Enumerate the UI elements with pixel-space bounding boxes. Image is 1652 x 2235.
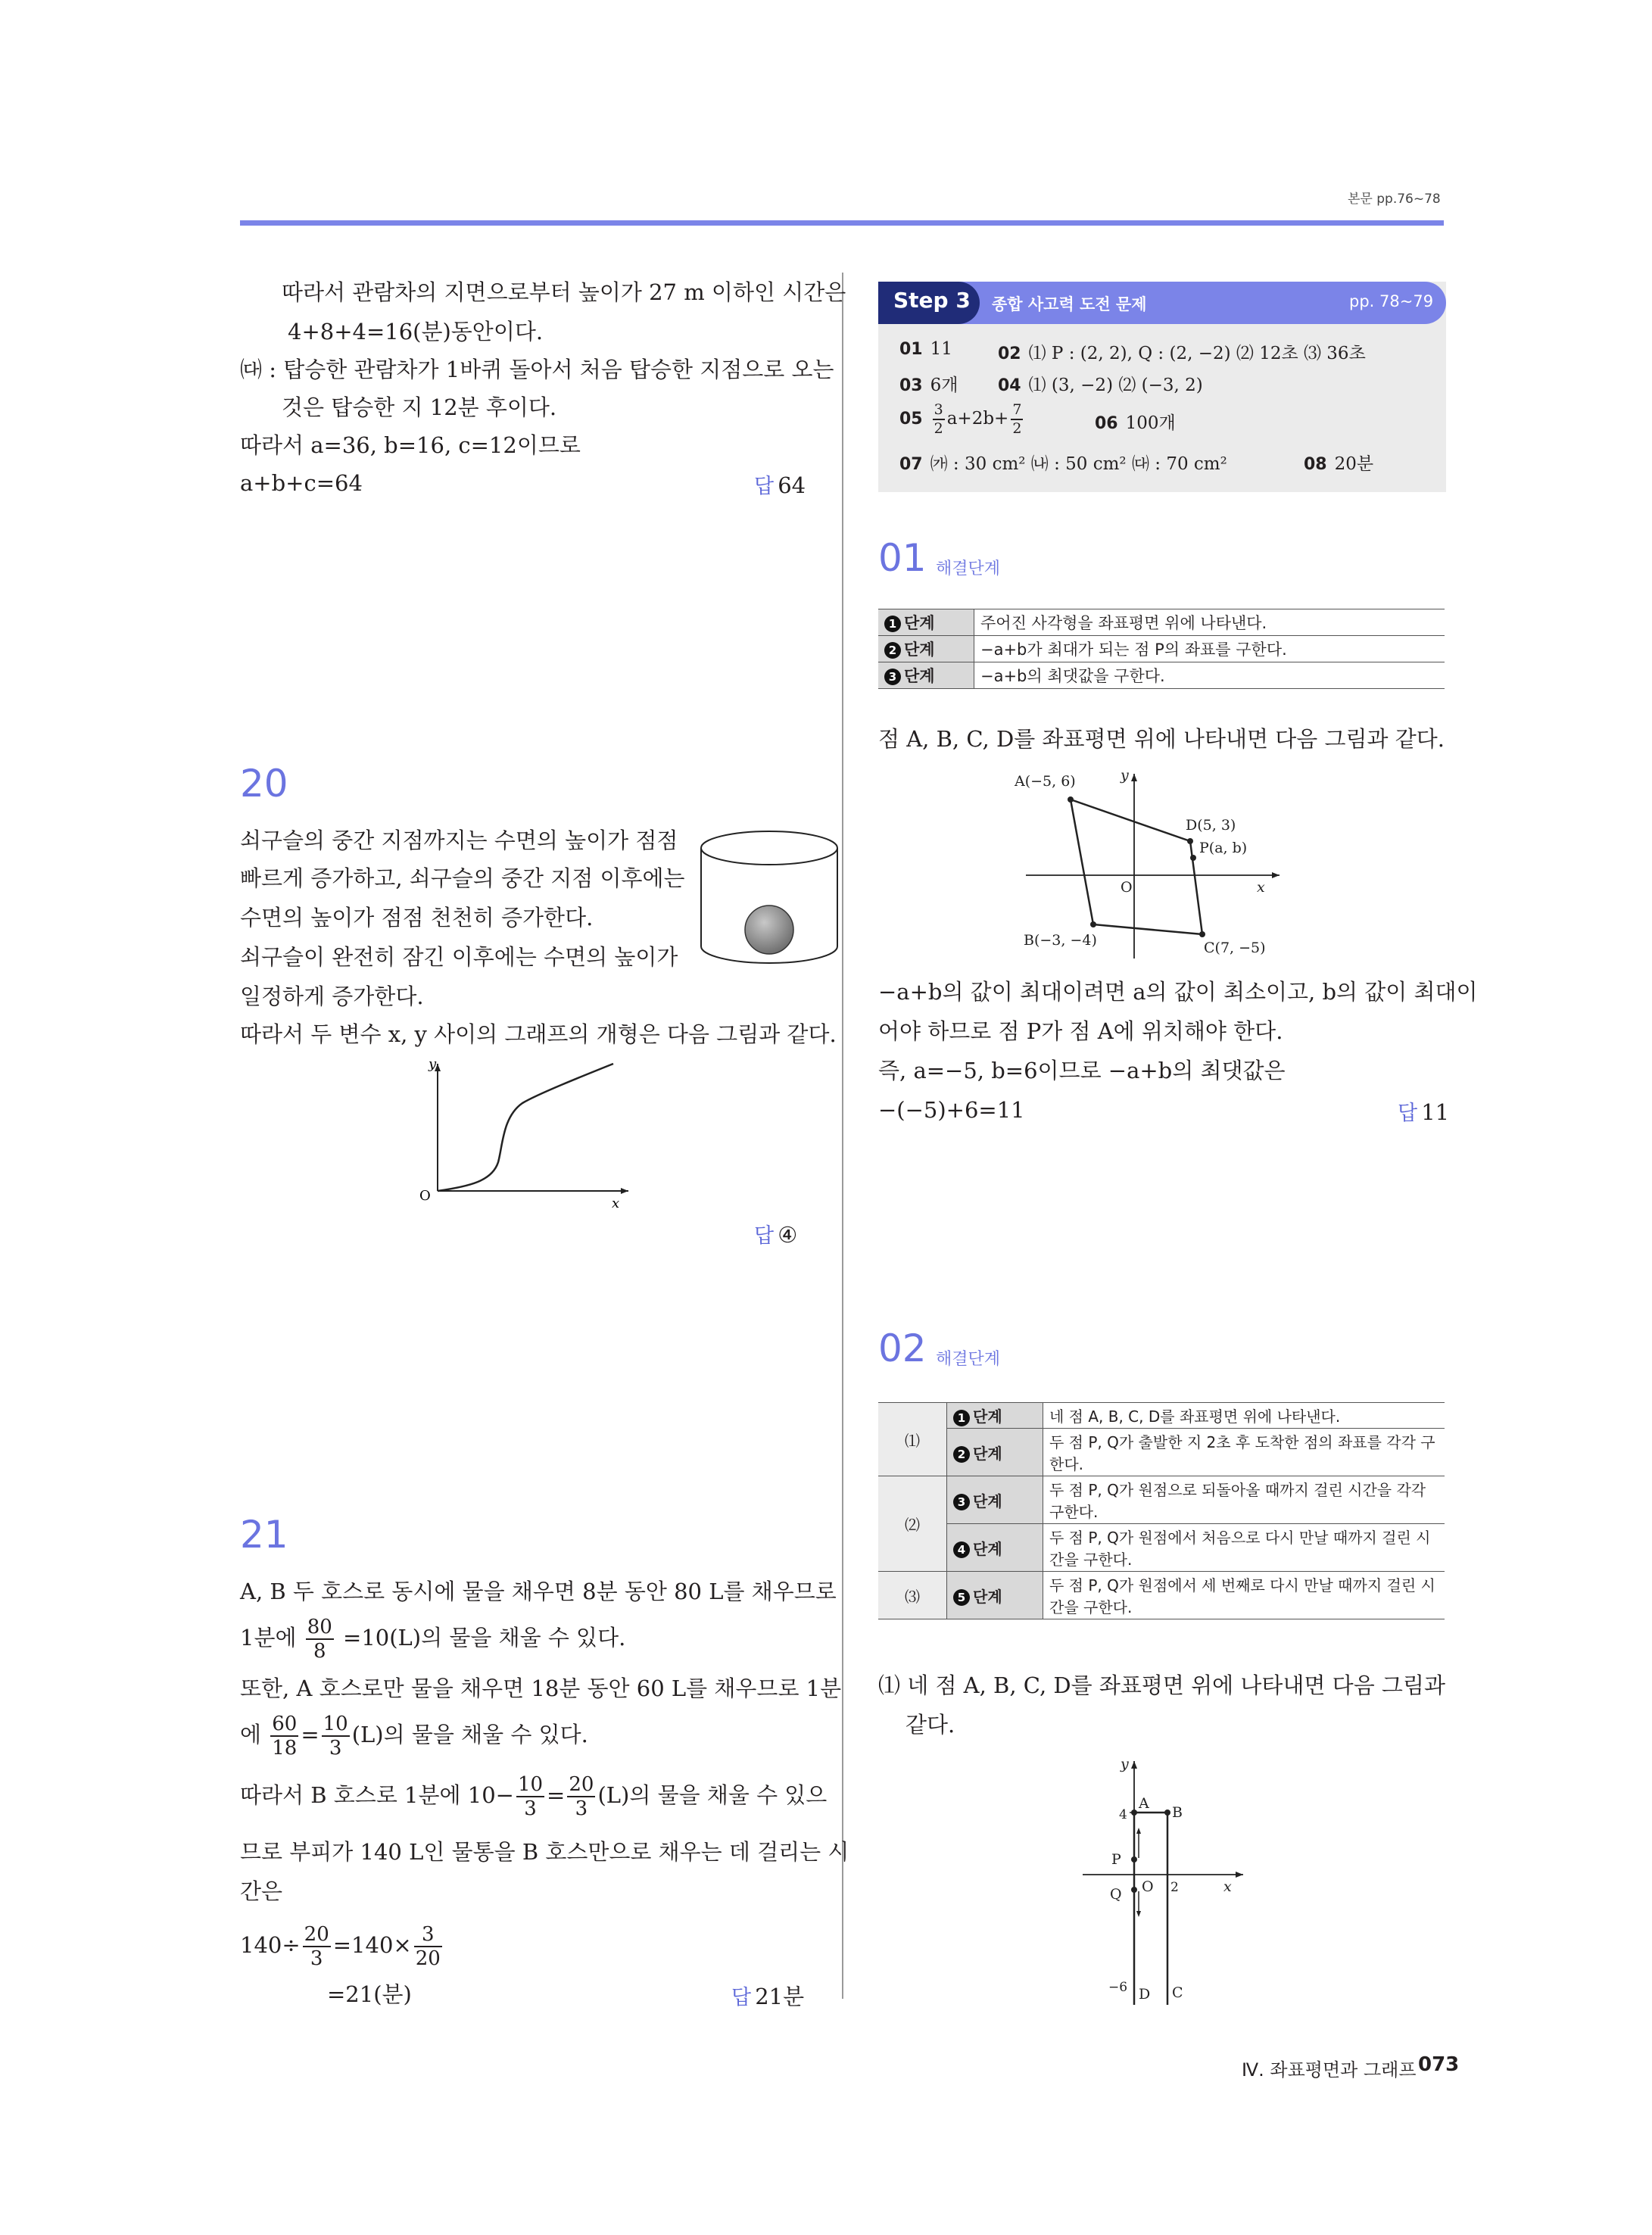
answer [731, 1981, 804, 2012]
text-line: 쇠구슬이 완전히 잠긴 이후에는 수면의 높이가 [240, 944, 678, 970]
point-p [1131, 1856, 1137, 1862]
step-description: 네 점 A, B, C, D를 좌표평면 위에 나타낸다. [1043, 1403, 1445, 1429]
step-label [947, 1476, 1043, 1524]
step-mark: 2 [953, 1446, 970, 1463]
text-line: 것은 탑승한 지 12분 후이다. [282, 394, 557, 420]
x-axis-label: x [612, 1195, 620, 1208]
step-mark: 5 [953, 1589, 970, 1606]
page-reference: 본문 pp.76~78 [1348, 192, 1441, 207]
q-arrow-head [1136, 1911, 1141, 1917]
step-label [878, 609, 974, 636]
answer-label: 답 [1398, 1102, 1418, 1125]
answer [754, 1219, 797, 1250]
origin-label: O [419, 1188, 431, 1204]
point-a [1131, 1810, 1137, 1816]
answer [754, 469, 806, 500]
step-description: 두 점 P, Q가 원점에서 세 번째로 다시 만날 때까지 걸린 시간을 구한다. [1043, 1572, 1445, 1619]
step-mark: 1 [953, 1410, 970, 1426]
numerator: 20 [304, 1923, 329, 1946]
text-line: 점 A, B, C, D를 좌표평면 위에 나타내면 다음 그림과 같다. [878, 726, 1445, 752]
numerator: 10 [323, 1713, 348, 1735]
point-d [1187, 838, 1193, 844]
text-fragment: = [547, 1782, 566, 1808]
numerator: 10 [517, 1773, 544, 1796]
answer-value: 21분 [755, 1984, 805, 2009]
table-row [878, 636, 1445, 662]
denominator: 3 [329, 1737, 342, 1760]
text-fragment: 140÷ [240, 1932, 301, 1958]
text-line: −(−5)+6=11 [878, 1097, 1025, 1123]
label-b: B(−3, −4) [1024, 932, 1097, 949]
numerator: 7 [1011, 401, 1023, 420]
top-rule [240, 220, 1444, 226]
text-fragment: = [301, 1722, 319, 1747]
text-line: 또한, A 호스로만 물을 채우면 18분 동안 60 L를 채우므로 1분 [240, 1675, 842, 1701]
fraction [1011, 401, 1023, 438]
numerator: 20 [569, 1773, 594, 1796]
item-number: 01 [899, 340, 923, 359]
page-number: 073 [1418, 2053, 1460, 2076]
fraction [567, 1773, 595, 1820]
point-b [1164, 1810, 1170, 1816]
table-row [878, 1524, 1445, 1572]
solution-steps-table [878, 1402, 1445, 1619]
text-line: 따라서 a=36, b=16, c=12이므로 [240, 432, 581, 458]
step-description: 주어진 사각형을 좌표평면 위에 나타낸다. [974, 609, 1445, 636]
label-c: C(7, −5) [1204, 940, 1266, 956]
answer-label: 답 [731, 1986, 752, 2009]
answer-item [899, 401, 1025, 438]
text-line-with-fraction [240, 1616, 625, 1663]
fraction [516, 1773, 544, 1820]
text-line: 따라서 관람차의 지면으로부터 높이가 27 m 이하인 시간은 [282, 279, 846, 305]
table-row [878, 1403, 1445, 1429]
step-label-text: 단계 [904, 641, 935, 659]
item-answer: 11 [930, 339, 952, 359]
point-b [1090, 921, 1096, 927]
step-label [878, 636, 974, 662]
step-description: −a+b의 최댓값을 구한다. [974, 662, 1445, 689]
text-line: A, B 두 호스로 동시에 물을 채우면 8분 동안 80 L를 채우므로 [240, 1579, 837, 1604]
answer [1398, 1096, 1449, 1127]
fraction [270, 1713, 298, 1760]
item-answer: 20분 [1334, 454, 1374, 474]
answer-item [1304, 450, 1373, 475]
text-line: 같다. [905, 1712, 955, 1738]
step-mark: 3 [953, 1494, 970, 1510]
label-b: B [1172, 1804, 1183, 1821]
question-number: 02 [878, 1326, 927, 1370]
fraction [306, 1616, 334, 1663]
item-answer: ⑴ (3, −2) ⑵ (−3, 2) [1028, 376, 1203, 395]
text-line: 수면의 높이가 점점 천천히 증가한다. [240, 905, 594, 930]
denominator: 20 [415, 1947, 441, 1970]
quadrilateral-abcd [1071, 800, 1202, 934]
item-number: 07 [899, 455, 923, 474]
step-label-text: 단계 [973, 1587, 1002, 1606]
cylinder-with-ball-illustration [697, 818, 848, 977]
label-c: C [1172, 1984, 1183, 2001]
step-description: 두 점 P, Q가 원점에서 처음으로 다시 만날 때까지 걸린 시간을 구한다. [1043, 1524, 1445, 1572]
text-line: =21(분) [327, 1981, 412, 2007]
p-arrow-head [1136, 1828, 1141, 1834]
table-row [878, 662, 1445, 689]
step-label [947, 1403, 1043, 1429]
y-axis-arrow [1131, 774, 1137, 781]
step-mark: 4 [953, 1541, 970, 1558]
y-axis-label: y [1121, 1756, 1129, 1772]
solution-steps-title: 해결단계 [936, 1350, 1001, 1369]
y-axis-label: y [429, 1056, 437, 1072]
item-number: 06 [1095, 414, 1118, 433]
item-answer: 6개 [930, 376, 958, 395]
y-axis-label: y [1121, 767, 1129, 784]
text-line: ⑴ 네 점 A, B, C, D를 좌표평면 위에 나타내면 다음 그림과 [878, 1672, 1445, 1698]
step-label-text: 단계 [973, 1492, 1002, 1510]
step-mark: 1 [884, 616, 901, 632]
step-label [947, 1572, 1043, 1619]
step-label-text: 단계 [904, 667, 935, 685]
table-row [878, 1476, 1445, 1524]
question-number: 20 [240, 762, 288, 806]
denominator: 18 [272, 1737, 298, 1760]
step-label-text: 단계 [973, 1539, 1002, 1558]
label-d: D [1139, 1986, 1151, 2003]
text-line: 따라서 두 변수 x, y 사이의 그래프의 개형은 다음 그림과 같다. [240, 1021, 837, 1047]
denominator: 3 [524, 1797, 537, 1820]
water-level-graph [409, 1056, 636, 1208]
part-label: ⑴ [878, 1403, 947, 1476]
step-label-text: 단계 [973, 1407, 1002, 1426]
answer-item [899, 339, 952, 359]
text-line: a+b+c=64 [240, 470, 363, 496]
label-p: P(a, b) [1199, 840, 1248, 856]
step-mark: 2 [884, 642, 901, 659]
answer-item [899, 371, 958, 396]
item-number: 03 [899, 376, 923, 395]
text-fragment: =140× [332, 1932, 412, 1958]
x-axis-arrow [1236, 1872, 1243, 1878]
part-label: ⑶ [878, 1572, 947, 1619]
text-line-with-fraction [240, 1773, 827, 1820]
y-axis-arrow [1131, 1761, 1137, 1769]
x-axis-label: x [1257, 879, 1265, 896]
answer-item [1095, 409, 1176, 434]
item-number: 02 [998, 344, 1021, 363]
numerator: 3 [414, 1923, 442, 1947]
text-line: 쇠구슬의 중간 지점까지는 수면의 높이가 점점 [240, 828, 678, 853]
table-row [878, 1429, 1445, 1476]
item-answer: a+2b+ [946, 409, 1009, 429]
answer-value: 64 [778, 472, 806, 498]
step3-badge-label: Step 3 [893, 288, 971, 313]
text-line-with-fraction [240, 1923, 444, 1970]
fraction [303, 1923, 331, 1970]
text-line: 일정하게 증가한다. [240, 983, 424, 1009]
text-line: −a+b의 값이 최대이려면 a의 값이 최소이고, b의 값이 최대이 [878, 979, 1478, 1005]
text-fragment: (L)의 물을 채울 수 있다. [351, 1722, 588, 1747]
item-answer: ㈎ : 30 cm² ㈏ : 50 cm² ㈐ : 70 cm² [930, 454, 1227, 474]
label-q: Q [1110, 1886, 1122, 1903]
text-line: ㈐ : 탑승한 관람차가 1바퀴 돌아서 처음 탑승한 지점으로 오는 [240, 357, 834, 382]
point-q [1131, 1887, 1137, 1893]
tick-label-4: 4 [1119, 1807, 1127, 1822]
answer-label: 답 [754, 1224, 775, 1248]
label-p: P [1111, 1851, 1121, 1868]
answer-label: 답 [754, 475, 775, 498]
step3-title: 종합 사고력 도전 문제 [992, 295, 1147, 313]
step-label-text: 단계 [973, 1444, 1002, 1463]
fraction [414, 1923, 442, 1970]
text-fragment: (L)의 물을 채울 수 있으 [597, 1782, 828, 1808]
denominator: 2 [1012, 420, 1022, 437]
text-line: 므로 부피가 140 L인 물통을 B 호스만으로 채우는 데 걸리는 시 [240, 1839, 849, 1865]
numerator: 3 [933, 401, 945, 420]
question-number: 21 [240, 1513, 288, 1557]
water-level-curve [438, 1064, 613, 1191]
solution-steps-table [878, 609, 1445, 689]
step-description: −a+b가 최대가 되는 점 P의 좌표를 구한다. [974, 636, 1445, 662]
answer-value: ④ [778, 1222, 798, 1248]
origin-label: O [1142, 1878, 1154, 1895]
x-axis-label: x [1223, 1878, 1232, 1895]
text-fragment: 1분에 [240, 1625, 297, 1651]
answer-value: 11 [1421, 1099, 1450, 1125]
item-number: 05 [899, 410, 923, 429]
label-a: A(−5, 6) [1015, 773, 1076, 790]
text-line: 간은 [240, 1878, 283, 1904]
item-answer: 100개 [1125, 413, 1176, 433]
step-description: 두 점 P, Q가 출발한 지 2초 후 도착한 점의 좌표를 각각 구한다. [1043, 1429, 1445, 1476]
tick-label-2: 2 [1170, 1880, 1179, 1895]
label-d: D(5, 3) [1186, 817, 1236, 834]
answer-item [998, 371, 1203, 396]
fraction [322, 1713, 350, 1760]
text-fragment: =10(L)의 물을 채울 수 있다. [343, 1625, 626, 1651]
step-label-text: 단계 [904, 614, 935, 632]
text-line-with-fraction [240, 1713, 588, 1760]
text-line: 4+8+4=16(분)동안이다. [288, 319, 544, 344]
denominator: 3 [310, 1947, 323, 1970]
part-label: ⑵ [878, 1476, 947, 1572]
step-mark: 3 [884, 669, 901, 685]
tick-label-neg6: −6 [1108, 1980, 1128, 1995]
item-number: 04 [998, 376, 1021, 395]
origin-label: O [1121, 879, 1133, 896]
table-row [878, 1572, 1445, 1619]
text-fragment: 에 [240, 1722, 262, 1747]
column-divider [842, 273, 843, 1999]
text-line: 빠르게 증가하고, 쇠구슬의 중간 지점 이후에는 [240, 865, 685, 891]
question-number: 01 [878, 536, 927, 580]
point-a [1068, 796, 1074, 803]
step3-pages: pp. 78~79 [1349, 292, 1434, 310]
quadrilateral-graph [1015, 763, 1333, 968]
solution-steps-title: 해결단계 [936, 560, 1001, 578]
rectangle-graph [1075, 1755, 1257, 2005]
step-label [947, 1429, 1043, 1476]
denominator: 8 [313, 1640, 326, 1663]
footer-chapter: Ⅳ. 좌표평면과 그래프 [1242, 2059, 1417, 2081]
text-line: 즉, a=−5, b=6이므로 −a+b의 최댓값은 [878, 1058, 1286, 1083]
item-number: 08 [1304, 455, 1327, 474]
table-row [878, 609, 1445, 636]
text-fragment: 따라서 B 호스로 1분에 10− [240, 1782, 514, 1808]
answer-item [899, 450, 1227, 475]
point-c [1199, 931, 1205, 937]
denominator: 3 [575, 1797, 588, 1820]
point-p [1190, 855, 1196, 861]
answer-item [998, 339, 1366, 364]
x-axis-arrow [1272, 872, 1280, 878]
label-a: A [1139, 1795, 1149, 1812]
x-axis-arrow [621, 1188, 628, 1194]
text-line: 어야 하므로 점 P가 점 A에 위치해야 한다. [878, 1018, 1283, 1044]
step-description: 두 점 P, Q가 원점으로 되돌아올 때까지 걸린 시간을 각각 구한다. [1043, 1476, 1445, 1524]
denominator: 2 [934, 420, 943, 437]
item-answer: ⑴ P : (2, 2), Q : (2, −2) ⑵ 12초 ⑶ 36초 [1028, 344, 1366, 363]
fraction [933, 401, 945, 438]
step-label [947, 1524, 1043, 1572]
numerator: 80 [307, 1616, 332, 1638]
numerator: 60 [272, 1713, 298, 1735]
step-label [878, 662, 974, 689]
